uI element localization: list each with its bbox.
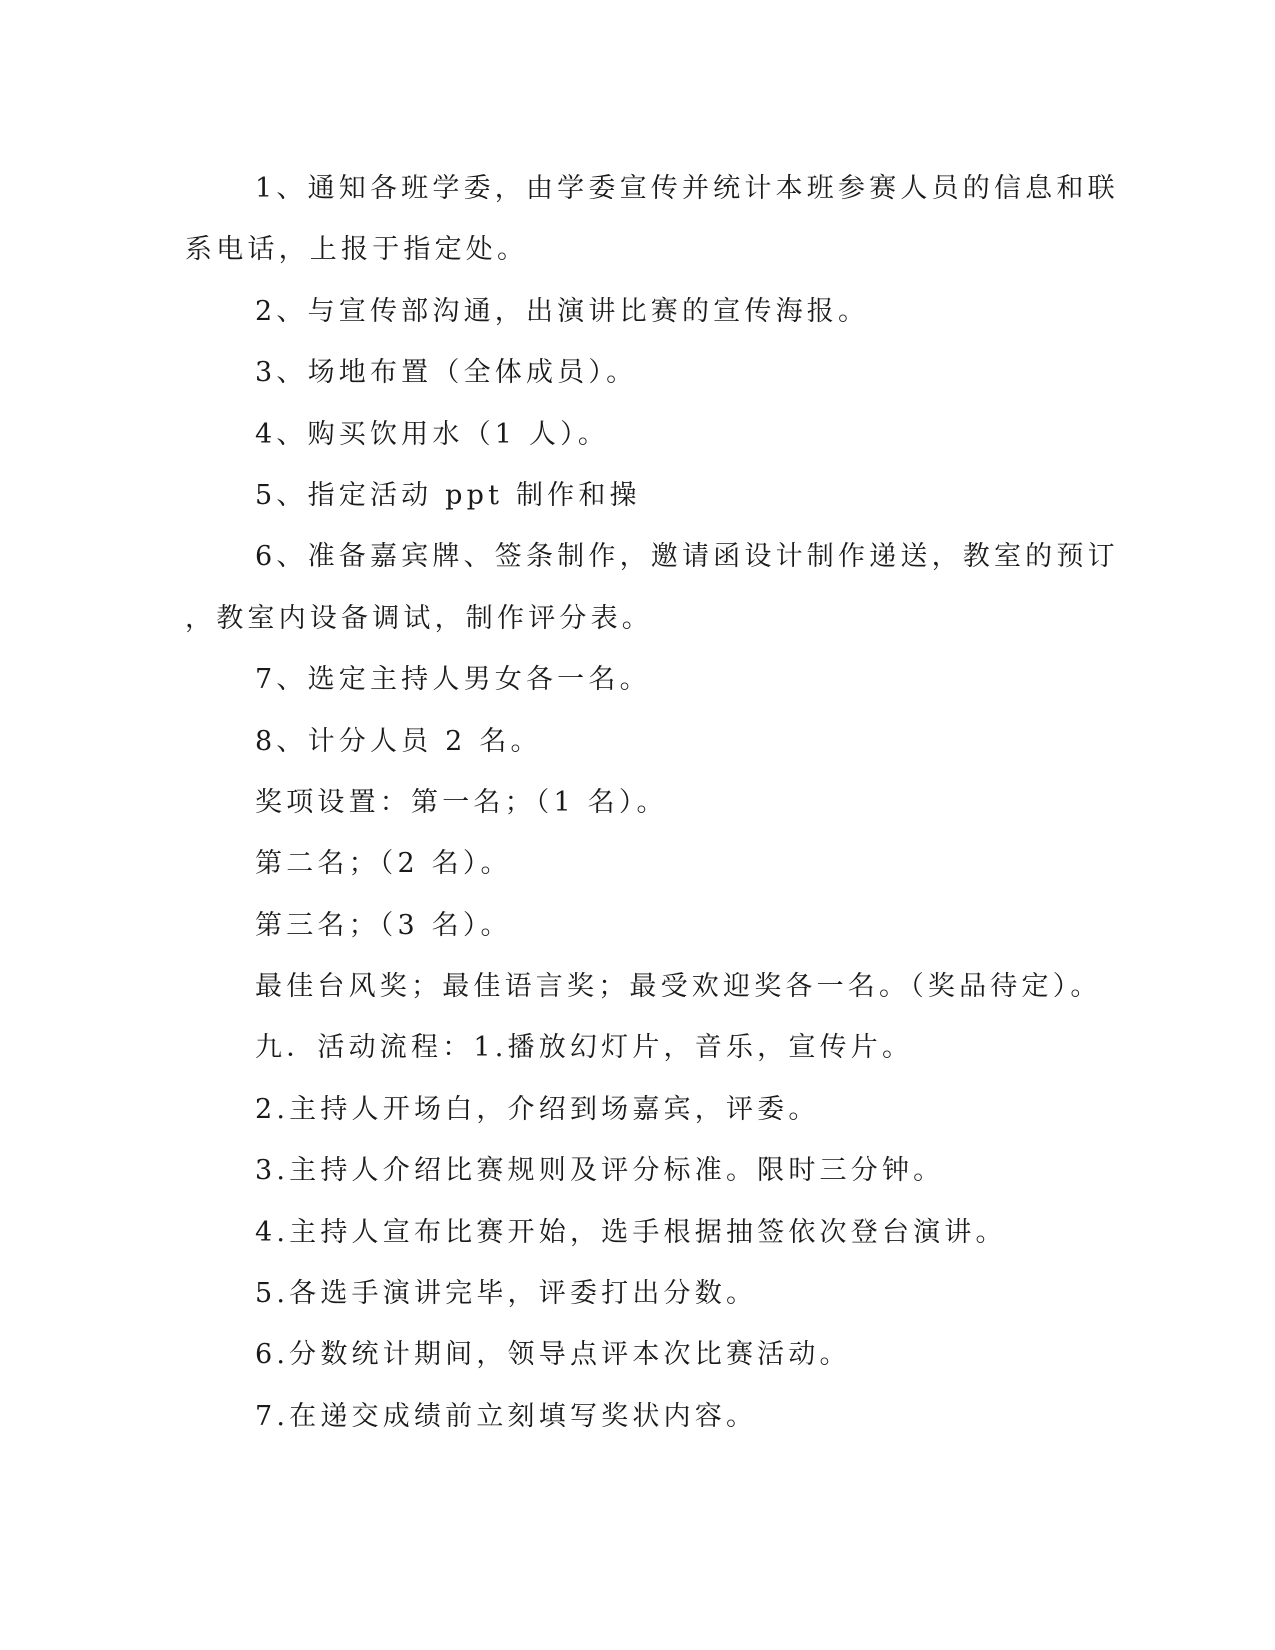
paragraph-line: 7、选定主持人男女各一名。 xyxy=(255,664,651,696)
paragraph-line: ，教室内设备调试，制作评分表。 xyxy=(185,602,653,634)
paragraph-line: 2、与宣传部沟通，出演讲比赛的宣传海报。 xyxy=(255,295,870,327)
paragraph-line: 3、场地布置（全体成员）。 xyxy=(255,357,638,389)
paragraph-line: 第二名；（2 名）。 xyxy=(255,848,512,880)
paragraph-line: 九．活动流程：1.播放幻灯片，音乐，宣传片。 xyxy=(255,1032,914,1064)
paragraph-line: 1、通知各班学委，由学委宣传并统计本班参赛人员的信息和联 xyxy=(255,173,1119,204)
paragraph-line: 5.各选手演讲完毕，评委打出分数。 xyxy=(255,1278,758,1310)
paragraph-line: 3.主持人介绍比赛规则及评分标准。限时三分钟。 xyxy=(255,1155,945,1187)
paragraph-line: 7.在递交成绩前立刻填写奖状内容。 xyxy=(255,1400,758,1432)
paragraph-line: 5、指定活动 ppt 制作和操 xyxy=(255,479,641,511)
paragraph-line: 系电话，上报于指定处。 xyxy=(185,234,529,266)
paragraph-line: 6.分数统计期间，领导点评本次比赛活动。 xyxy=(255,1339,851,1371)
paragraph-line: 第三名；（3 名）。 xyxy=(255,909,512,941)
document-body xyxy=(185,158,1119,1447)
paragraph-line: 8、计分人员 2 名。 xyxy=(255,725,542,757)
paragraph-line: 6、准备嘉宾牌、签条制作，邀请函设计制作递送，教室的预订 xyxy=(255,541,1119,573)
paragraph-line: 4.主持人宣布比赛开始，选手根据抽签依次登台演讲。 xyxy=(255,1216,1007,1248)
paragraph-line: 4、购买饮用水（1 人）。 xyxy=(255,418,610,450)
paragraph-line: 最佳台风奖；最佳语言奖；最受欢迎奖各一名。（奖品待定）。 xyxy=(255,971,1102,1003)
paragraph-line: 2.主持人开场白，介绍到场嘉宾，评委。 xyxy=(255,1093,820,1125)
paragraph-line: 奖项设置：第一名；（1 名）。 xyxy=(255,786,668,818)
